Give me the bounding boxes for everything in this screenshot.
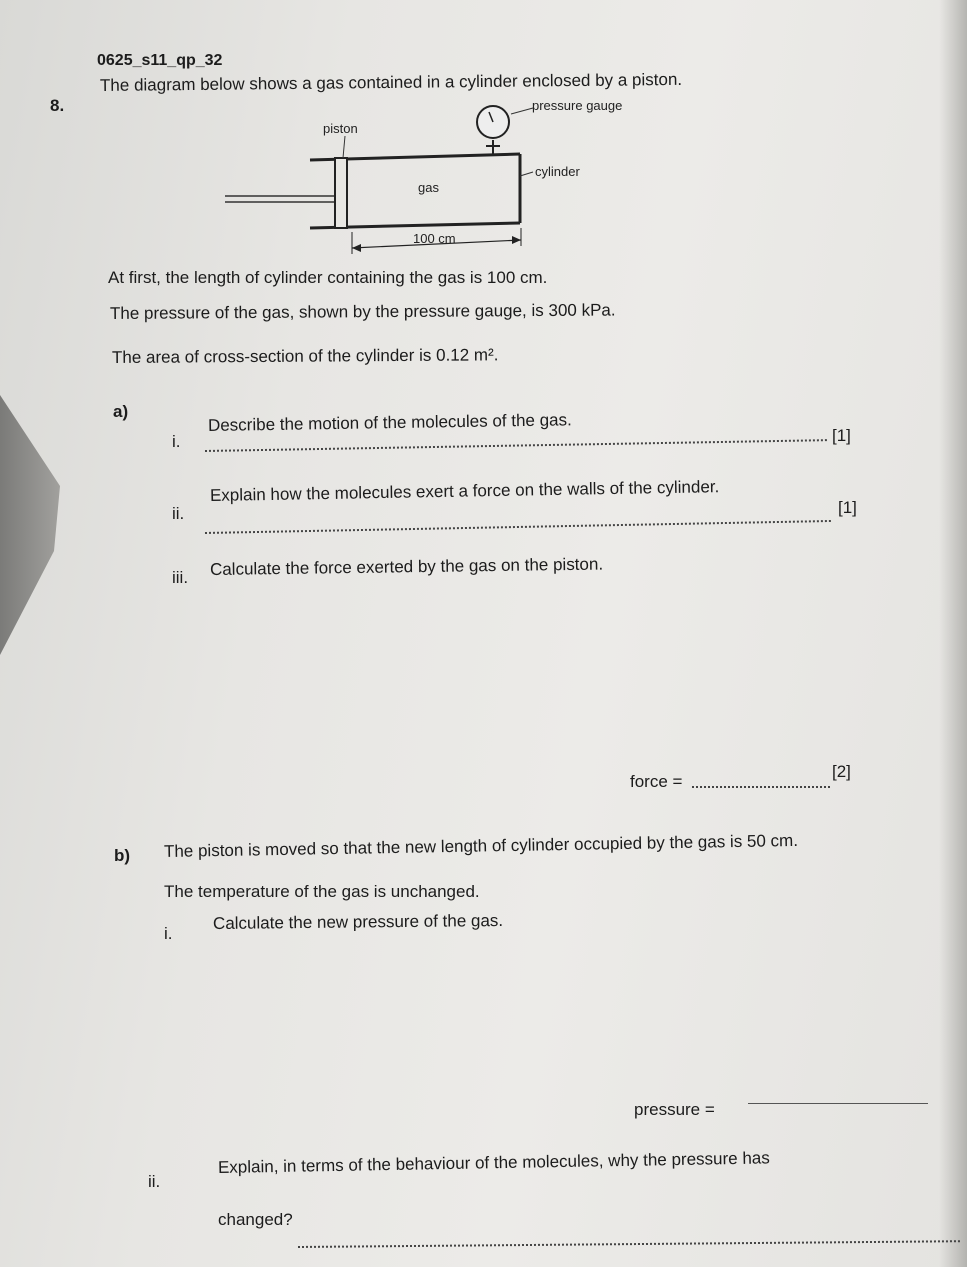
b-i-question: Calculate the new pressure of the gas. <box>212 910 504 933</box>
b-ii-question-line2: changed? <box>218 1210 293 1229</box>
question-intro: The diagram below shows a gas contained in a cylinder enclosed by a piston. <box>99 69 683 95</box>
a-i-answer-line[interactable] <box>205 439 827 452</box>
part-b-statement: The piston is moved so that the new length of cylinder occupied by the gas is 50 cm. <box>163 830 799 861</box>
fact-area: The area of cross-section of the cylinder is 0.12 m². <box>111 345 499 367</box>
part-b-temperature: The temperature of the gas is unchanged. <box>164 882 480 901</box>
piston-label: piston <box>323 121 358 136</box>
a-ii-question: Explain how the molecules exert a force on the walls of the cylinder. <box>209 477 720 505</box>
page-edge-shadow <box>939 0 967 1267</box>
a-i-question: Describe the motion of the molecules of the gas. <box>207 410 572 435</box>
a-i-number: i. <box>172 432 181 451</box>
a-ii-marks: [1] <box>838 498 857 517</box>
gas-label: gas <box>418 180 439 195</box>
pressure-answer-line[interactable] <box>748 1103 928 1104</box>
force-answer-line[interactable] <box>692 786 830 788</box>
piston-shape <box>335 158 347 228</box>
a-ii-answer-line[interactable] <box>205 520 831 534</box>
length-label: 100 cm <box>413 231 456 246</box>
page-shadow <box>0 395 60 655</box>
fact-length: At first, the length of cylinder containing the gas is 100 cm. <box>108 268 548 287</box>
question-number: 8. <box>50 96 65 115</box>
part-a-label: a) <box>113 402 129 421</box>
b-ii-number: ii. <box>148 1172 161 1191</box>
force-answer-label: force = <box>630 772 683 791</box>
b-ii-question-line1: Explain, in terms of the behaviour of the molecules, why the pressure has <box>217 1148 770 1177</box>
a-iii-marks: [2] <box>832 762 851 781</box>
a-ii-number: ii. <box>172 504 185 523</box>
part-b-label: b) <box>114 846 131 865</box>
a-iii-number: iii. <box>172 568 189 587</box>
pressure-gauge-label: pressure gauge <box>532 98 623 113</box>
b-ii-answer-line[interactable] <box>298 1240 960 1248</box>
cylinder-label: cylinder <box>535 164 580 179</box>
pressure-answer-label: pressure = <box>634 1100 715 1119</box>
piston-cylinder-diagram <box>215 88 655 258</box>
a-iii-question: Calculate the force exerted by the gas on the piston. <box>209 554 604 579</box>
a-i-marks: [1] <box>832 426 851 445</box>
b-i-number: i. <box>164 924 173 943</box>
fact-pressure: The pressure of the gas, shown by the pressure gauge, is 300 kPa. <box>109 300 616 323</box>
paper-code: 0625_s11_qp_32 <box>97 52 223 69</box>
